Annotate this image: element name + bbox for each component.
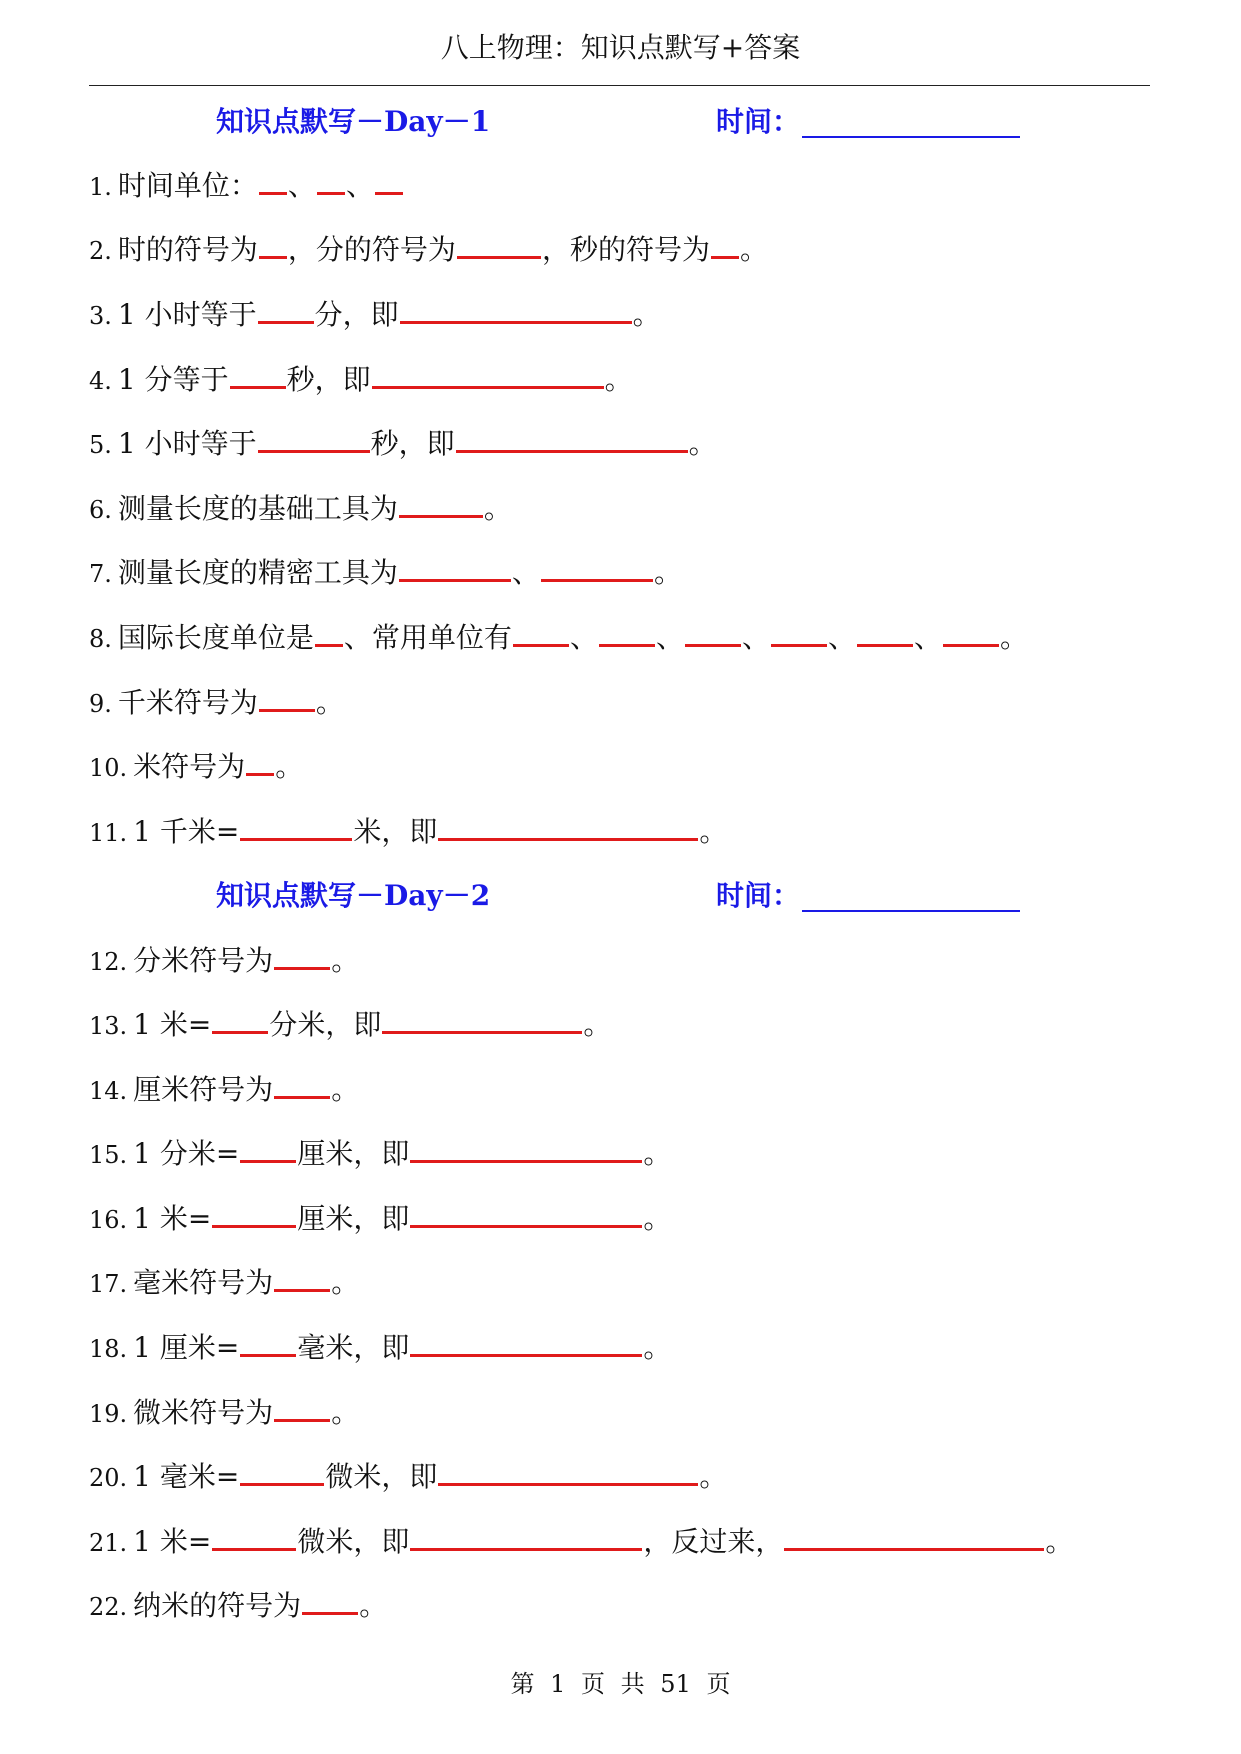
answer-blank[interactable]: [685, 622, 741, 647]
answer-blank[interactable]: [771, 622, 827, 647]
answer-blank[interactable]: [246, 751, 274, 776]
question-number: 4.: [89, 367, 112, 395]
answer-blank[interactable]: [400, 299, 632, 324]
question-text: 。: [699, 1460, 728, 1493]
question-text: 微米，即: [297, 1525, 410, 1558]
question-text: 。: [315, 686, 344, 719]
question-text: 1 分米=: [133, 1137, 240, 1170]
time-label: 时间：: [716, 879, 801, 912]
answer-blank[interactable]: [240, 1461, 324, 1486]
question-text: 时间单位：: [117, 169, 258, 202]
question-text: 、: [287, 169, 316, 202]
question-number: 7.: [89, 560, 112, 588]
question-text: 。: [583, 1008, 612, 1041]
answer-blank[interactable]: [274, 1074, 330, 1099]
question-18: [89, 1328, 671, 1368]
question-text: 微米符号为: [133, 1396, 274, 1429]
question-text: 。: [331, 944, 360, 977]
question-text: 、: [345, 169, 374, 202]
section-title: 知识点默写－Day－1: [216, 105, 491, 138]
question-text: 、常用单位有: [343, 621, 512, 654]
page-footer: 第 1 页 共 51 页: [510, 1670, 731, 1698]
question-text: 微米，即: [325, 1460, 438, 1493]
question-text: ，秒的符号为: [541, 233, 710, 266]
question-number: 3.: [89, 302, 112, 330]
question-text: 。: [331, 1396, 360, 1429]
answer-blank[interactable]: [410, 1138, 642, 1163]
question-text: 。: [632, 298, 661, 331]
question-text: 。: [643, 1331, 672, 1364]
answer-blank[interactable]: [372, 364, 604, 389]
answer-blank[interactable]: [212, 1203, 296, 1228]
question-12: [89, 941, 359, 981]
question-text: 1 毫米=: [133, 1460, 240, 1493]
section-header-day-1: [0, 102, 1241, 142]
question-17: [89, 1263, 359, 1303]
question-number: 5.: [89, 431, 112, 459]
question-text: 厘米，即: [297, 1202, 410, 1235]
question-number: 6.: [89, 496, 112, 524]
question-text: 千米符号为: [117, 686, 258, 719]
question-2: [89, 230, 768, 270]
question-text: 、: [827, 621, 856, 654]
answer-blank[interactable]: [711, 234, 739, 259]
answer-blank[interactable]: [457, 234, 541, 259]
question-text: 1 小时等于: [117, 298, 257, 331]
question-text: 。: [739, 233, 768, 266]
answer-blank[interactable]: [410, 1526, 642, 1551]
question-text: ，反过来，: [643, 1525, 784, 1558]
question-number: 15.: [89, 1141, 128, 1169]
question-text: 1 米=: [133, 1008, 212, 1041]
question-4: [89, 360, 633, 400]
question-number: 2.: [89, 237, 112, 265]
question-21: [89, 1522, 1073, 1562]
question-5: [89, 424, 717, 464]
question-text: 。: [653, 556, 682, 589]
answer-blank[interactable]: [943, 622, 999, 647]
question-number: 20.: [89, 1464, 128, 1492]
answer-blank[interactable]: [410, 1203, 642, 1228]
question-text: 米符号为: [133, 750, 246, 783]
time-label: 时间：: [716, 105, 801, 138]
question-text: 分，即: [314, 298, 399, 331]
question-text: 、: [914, 621, 943, 654]
answer-blank[interactable]: [513, 622, 569, 647]
question-6: [89, 489, 512, 529]
question-text: 分米，即: [269, 1008, 382, 1041]
question-number: 16.: [89, 1206, 128, 1234]
question-14: [89, 1070, 359, 1110]
question-text: 米，即: [353, 815, 438, 848]
question-text: 、: [569, 621, 598, 654]
answer-blank[interactable]: [274, 1267, 330, 1292]
answer-blank[interactable]: [438, 816, 698, 841]
question-text: 时的符号为: [117, 233, 258, 266]
question-text: 毫米符号为: [133, 1266, 274, 1299]
question-text: 。: [331, 1073, 360, 1106]
answer-blank[interactable]: [230, 364, 286, 389]
question-19: [89, 1393, 359, 1433]
question-text: 、: [741, 621, 770, 654]
answer-blank[interactable]: [274, 945, 330, 970]
question-text: 。: [275, 750, 304, 783]
question-text: 厘米，即: [297, 1137, 410, 1170]
question-number: 8.: [89, 625, 112, 653]
question-text: 分米符号为: [133, 944, 274, 977]
question-3: [89, 295, 661, 335]
question-text: 。: [699, 815, 728, 848]
answer-blank[interactable]: [258, 428, 370, 453]
question-text: 秒，即: [286, 363, 371, 396]
question-text: 1 分等于: [117, 363, 229, 396]
answer-blank[interactable]: [240, 1138, 296, 1163]
answer-blank[interactable]: [399, 557, 511, 582]
question-text: 。: [643, 1202, 672, 1235]
question-text: 毫米，即: [297, 1331, 410, 1364]
answer-blank[interactable]: [240, 1332, 296, 1357]
question-text: 国际长度单位是: [117, 621, 314, 654]
question-text: 纳米的符号为: [133, 1589, 302, 1622]
question-text: 1 米=: [133, 1202, 212, 1235]
question-text: 。: [604, 363, 633, 396]
question-text: ，分的符号为: [287, 233, 456, 266]
question-text: 测量长度的基础工具为: [117, 492, 398, 525]
answer-blank[interactable]: [456, 428, 688, 453]
answer-blank[interactable]: [258, 299, 314, 324]
question-text: 1 米=: [133, 1525, 212, 1558]
section-title: 知识点默写－Day－2: [216, 879, 491, 912]
question-text: 秒，即: [370, 427, 455, 460]
page-title: 八上物理：知识点默写+答案: [440, 31, 801, 64]
question-number: 17.: [89, 1270, 128, 1298]
answer-blank[interactable]: [212, 1009, 268, 1034]
question-number: 1.: [89, 173, 112, 201]
question-text: 。: [1045, 1525, 1074, 1558]
answer-blank[interactable]: [317, 170, 345, 195]
question-number: 10.: [89, 754, 128, 782]
answer-blank[interactable]: [541, 557, 653, 582]
answer-blank[interactable]: [274, 1397, 330, 1422]
answer-blank[interactable]: [302, 1590, 358, 1615]
question-10: [89, 747, 303, 787]
answer-blank[interactable]: [259, 687, 315, 712]
question-text: 。: [331, 1266, 360, 1299]
question-20: [89, 1457, 727, 1497]
question-11: [89, 812, 727, 852]
question-1: [89, 166, 404, 206]
question-text: 测量长度的精密工具为: [117, 556, 398, 589]
answer-blank[interactable]: [259, 234, 287, 259]
question-15: [89, 1134, 671, 1174]
question-text: 厘米符号为: [133, 1073, 274, 1106]
answer-blank[interactable]: [375, 170, 403, 195]
question-number: 18.: [89, 1335, 128, 1363]
question-text: 1 千米=: [133, 815, 240, 848]
answer-blank[interactable]: [315, 622, 343, 647]
question-number: 13.: [89, 1012, 128, 1040]
question-number: 12.: [89, 948, 128, 976]
answer-blank[interactable]: [410, 1332, 642, 1357]
header-divider: [89, 85, 1150, 86]
question-8: [89, 618, 1028, 658]
answer-blank[interactable]: [857, 622, 913, 647]
section-header-day-2: [0, 876, 1241, 916]
question-number: 14.: [89, 1077, 128, 1105]
time-blank[interactable]: [802, 910, 1020, 912]
question-text: 。: [643, 1137, 672, 1170]
question-number: 22.: [89, 1593, 128, 1621]
question-number: 11.: [89, 819, 128, 847]
question-9: [89, 683, 344, 723]
question-7: [89, 553, 682, 593]
answer-blank[interactable]: [259, 170, 287, 195]
answer-blank[interactable]: [240, 816, 352, 841]
answer-blank[interactable]: [438, 1461, 698, 1486]
question-number: 19.: [89, 1400, 128, 1428]
question-text: 。: [483, 492, 512, 525]
question-text: 。: [1000, 621, 1029, 654]
answer-blank[interactable]: [212, 1526, 296, 1551]
question-13: [89, 1005, 611, 1045]
question-text: 1 小时等于: [117, 427, 257, 460]
question-number: 21.: [89, 1529, 128, 1557]
time-blank[interactable]: [802, 136, 1020, 138]
answer-blank[interactable]: [399, 493, 483, 518]
question-text: 1 厘米=: [133, 1331, 240, 1364]
question-text: 、: [655, 621, 684, 654]
answer-blank[interactable]: [599, 622, 655, 647]
question-text: 。: [688, 427, 717, 460]
question-number: 9.: [89, 690, 112, 718]
answer-blank[interactable]: [784, 1526, 1044, 1551]
question-text: 。: [359, 1589, 388, 1622]
question-22: [89, 1586, 387, 1626]
answer-blank[interactable]: [382, 1009, 582, 1034]
question-text: 、: [511, 556, 540, 589]
question-16: [89, 1199, 671, 1239]
